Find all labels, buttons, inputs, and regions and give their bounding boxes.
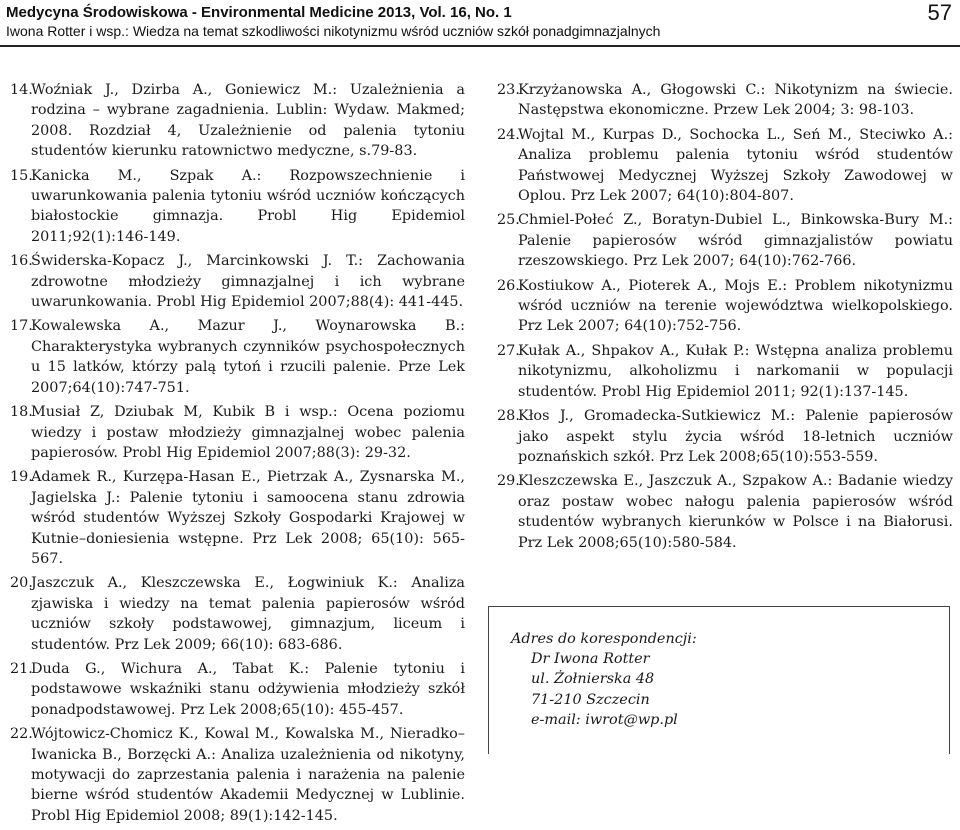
address-city: 71-210 Szczecin <box>531 691 650 708</box>
reference-text: Wójtowicz-Chomicz K., Kowal M., Kowalska M., Nieradko–Iwanicka B., Borzęcki A.: Analiza uzależnienia od nikotyny, motywacji do zaprzestania palenia i narażenia na palenie bierne wśród studentów Akademii Medycznej w Lublinie. Probl Hig Epidemiol 2008; 89(1):142-145. <box>31 726 465 824</box>
reference-number: 15. <box>10 167 33 184</box>
address-heading: Adres do korespondencji: <box>511 631 697 647</box>
reference-number: 26. <box>497 277 520 294</box>
reference-text: Krzyżanowska A., Głogowski C.: Nikotynizm na świecie. Następstwa ekonomiczne. Przew Lek 2004; 3: 98-103. <box>518 82 953 119</box>
reference-number: 28. <box>497 408 520 425</box>
running-head: Iwona Rotter i wsp.: Wiedza na temat szkodliwości nikotynizmu wśród uczniów szkół ponadgimnazjalnych <box>6 23 661 39</box>
header-rule <box>0 45 960 47</box>
references-left-column <box>10 80 465 830</box>
reference-number: 29. <box>497 473 520 490</box>
reference-item <box>10 166 465 248</box>
reference-text: Musiał Z, Dziubak M, Kubik B i wsp.: Ocena poziomu wiedzy i postaw młodzieży gimnazjalnej wobec palenia papierosów. Probl Hig Epidemiol 2007;88(3): 29-32. <box>31 404 465 461</box>
reference-number: 17. <box>10 318 33 335</box>
reference-text: Kułak A., Shpakov A., Kułak P.: Wstępna analiza problemu nikotynizmu, alkoholizmu i narkomanii w populacji studentów. Probl Hig Epidemiol 2011; 92(1):137-145. <box>518 342 953 400</box>
reference-item <box>10 80 465 162</box>
reference-item <box>10 659 465 720</box>
reference-item <box>497 471 953 553</box>
reference-text: Kanicka M., Szpak A.: Rozpowszechnienie i uwarunkowania palenia tytoniu wśród uczniów kończących białostockie gimnazja. Probl Hig Epidemiol 2011;92(1):146-149. <box>31 167 465 245</box>
reference-item <box>497 80 953 121</box>
reference-item <box>497 341 953 402</box>
reference-number: 14. <box>10 82 33 98</box>
reference-item <box>497 210 953 271</box>
reference-text: Świderska-Kopacz J., Marcinkowski J. T.: Zachowania zdrowotne młodzieży gimnazjalnej i ich wybrane uwarunkowania. Probl Hig Epidemiol 2007;88(4): 441-445. <box>31 253 465 311</box>
reference-text: Kostiukow A., Pioterek A., Mojs E.: Problem nikotynizmu wśród uczniów na terenie województwa wielkopolskiego. Prz Lek 2007; 64(10):752-756. <box>518 277 953 335</box>
reference-text: Kłos J., Gromadecka-Sutkiewicz M.: Palenie papierosów jako aspekt stylu życia wśród 18-letnich uczniów poznańskich szkół. Prz Lek 2008;65(10):553-559. <box>518 408 953 465</box>
references-right-column <box>497 80 953 557</box>
reference-item <box>10 467 465 569</box>
reference-number: 25. <box>497 212 520 229</box>
reference-item <box>497 125 953 207</box>
reference-number: 24. <box>497 126 520 143</box>
reference-text: Kleszczewska E., Jaszczuk A., Szpakow A.: Badanie wiedzy oraz postaw wobec nałogu palenia papierosów wśród studentów wybranych kierunków w Polsce i na Białorusi. Prz Lek 2008;65(10):580-584. <box>518 473 953 551</box>
reference-text: Adamek R., Kurzępa-Hasan E., Pietrzak A., Zysnarska M., Jagielska J.: Palenie tytoniu i samoocena stanu zdrowia wśród studentów Wyższej Szkoły Gospodarki Krajowej w Kutnie–doniesienia wstępne. Prz Lek 2008; 65(10): 565-567. <box>31 469 465 567</box>
reference-text: Wojtal M., Kurpas D., Sochocka L., Seń M., Steciwko A.: Analiza problemu palenia tytoniu wśród studentów Państwowej Medycznej Wyższej Szkoły Zawodowej w Oplou. Prz Lek 2007; 64(10):804-807. <box>518 126 953 205</box>
reference-text: Duda G., Wichura A., Tabat K.: Palenie tytoniu i podstawowe wskaźniki stanu odżywienia młodzieży szkół ponadpodstawowej. Prz Lek 2008;65(10): 455-457. <box>31 660 465 718</box>
reference-item <box>10 573 465 655</box>
reference-text: Jaszczuk A., Kleszczewska E., Łogwiniuk K.: Analiza zjawiska i wiedzy na temat palenia papierosów wśród uczniów szkoły podstawowej, gimnazjum, liceum i studentów. Prz Lek 2009; 66(10): 683-686. <box>31 575 465 653</box>
address-email[interactable]: e-mail: iwrot@wp.pl <box>531 711 678 728</box>
reference-text: Chmiel-Połeć Z., Boratyn-Dubiel L., Binkowska-Bury M.: Palenie papierosów wśród gimnazjalistów powiatu rzeszowskiego. Prz Lek 2007; 64(10):762-766. <box>518 212 953 270</box>
journal-title: Medycyna Środowiskowa - Environmental Medicine 2013, Vol. 16, No. 1 <box>6 4 512 21</box>
address-street: ul. Żołnierska 48 <box>531 671 655 688</box>
reference-text: Kowalewska A., Mazur J., Woynarowska B.: Charakterystyka wybranych czynników psychospołecznych u 15 latków, którzy palą tytoń i rzucili palenie. Prze Lek 2007;64(10):747-751. <box>31 318 465 396</box>
reference-item <box>10 316 465 398</box>
address-name: Dr Iwona Rotter <box>531 651 650 668</box>
reference-number: 20. <box>10 575 33 592</box>
reference-number: 23. <box>497 82 520 98</box>
reference-number: 21. <box>10 660 33 677</box>
reference-item <box>10 724 465 826</box>
reference-item <box>497 406 953 467</box>
reference-number: 16. <box>10 253 33 270</box>
reference-item <box>497 276 953 337</box>
reference-text: Woźniak J., Dzirba A., Goniewicz M.: Uzależnienia a rodzina – wybrane zagadnienia. Lublin: Wydaw. Makmed; 2008. Rozdział 4, Uzależnienie od palenia tytoniu studentów kierunku ratownictwo medyczne, s.79-83. <box>31 82 465 160</box>
correspondence-address-box <box>488 606 950 754</box>
page-number: 57 <box>927 0 952 25</box>
reference-item <box>10 402 465 463</box>
reference-number: 27. <box>497 342 520 359</box>
reference-number: 18. <box>10 404 33 421</box>
reference-item <box>10 251 465 312</box>
reference-number: 22. <box>10 726 33 743</box>
reference-number: 19. <box>10 469 33 486</box>
